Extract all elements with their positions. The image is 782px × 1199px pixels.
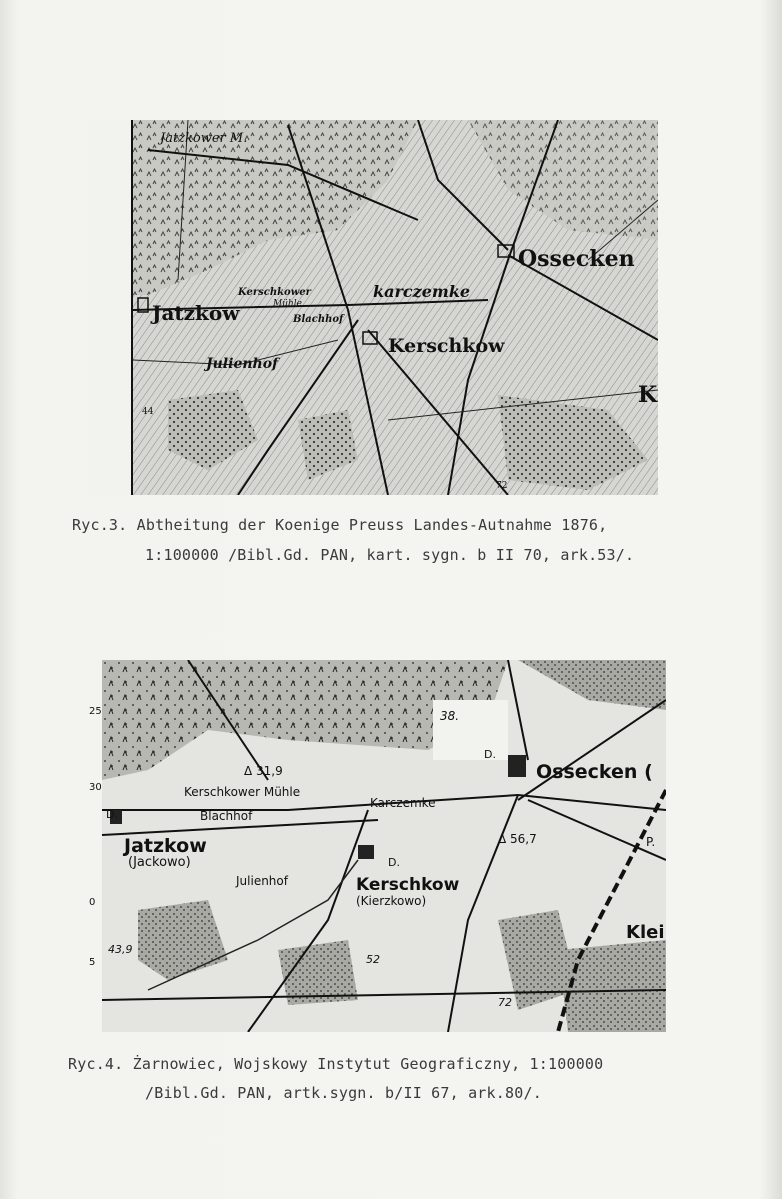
label-d2: D. (106, 808, 118, 821)
label-karczemke: karczemke (373, 282, 471, 301)
label-kerschkow: Kerschkow (388, 335, 505, 357)
map-zarnowiec-drawing (88, 660, 666, 1032)
label-52: 52 (366, 953, 380, 966)
label-38: 38. (440, 709, 460, 723)
figure-4-caption-line-2: /Bibl.Gd. PAN, artk.sygn. b/II 67, ark.80/. (145, 1084, 542, 1102)
label-k: K (638, 382, 658, 408)
grid-label-30: 30 (89, 782, 102, 793)
label-julienhof: Julienhof (206, 356, 279, 372)
label-d3: D. (388, 856, 400, 869)
label-kierzkowo: (Kierzkowo) (356, 894, 427, 908)
grid-label-5: 5 (89, 957, 96, 968)
figure-3-caption-line-2: 1:100000 /Bibl.Gd. PAN, kart. sygn. b II 70, ark.53/. (145, 546, 635, 564)
military-map-zarnowiec (88, 660, 666, 1032)
label-blachhof-2: Blachhof (200, 809, 253, 823)
label-jackowo: (Jackowo) (128, 855, 191, 870)
label-44: 44 (142, 407, 154, 417)
label-d1: D. (484, 748, 496, 761)
figure-4-caption-line-1: Ryc.4. Żarnowiec, Wojskowy Instytut Geograficzny, 1:100000 (68, 1055, 604, 1073)
grid-label-0: 0 (89, 897, 96, 908)
label-kerschkower: Kerschkower (238, 287, 311, 298)
label-blachhof: Blachhof (293, 314, 344, 325)
label-muhle: Mühle (273, 299, 303, 309)
label-jatzkower: Jatzkower M. (160, 131, 248, 146)
label-kerschkow-2: Kerschkow (356, 875, 460, 895)
label-ossecken-2: Ossecken ( (536, 761, 653, 783)
map-1876-drawing (88, 120, 658, 495)
label-p: P. (646, 835, 656, 849)
grid-label-25: 25 (89, 706, 102, 717)
label-klei: Klei (626, 922, 665, 943)
historical-map-1876 (88, 120, 658, 495)
label-ossecken: Ossecken (518, 246, 635, 272)
figure-3-caption-line-1: Ryc.3. Abtheitung der Koenige Preuss Landes-Autnahme 1876, (72, 516, 608, 534)
label-karczemke-2: Karczemke (370, 796, 436, 810)
label-alt-56-7: Δ 56,7 (498, 832, 537, 846)
label-julienhof-2: Julienhof (236, 874, 288, 888)
label-72: 72 (496, 481, 508, 491)
label-kerschkower-muhle: Kerschkower Mühle (184, 785, 301, 799)
label-43-9: 43,9 (108, 943, 133, 956)
label-jatzkow: Jatzkow (152, 301, 240, 325)
label-72-2: 72 (498, 996, 512, 1009)
label-alt-31-9: Δ 31,9 (244, 764, 283, 778)
label-jatzkow-2: Jatzkow (124, 835, 207, 857)
